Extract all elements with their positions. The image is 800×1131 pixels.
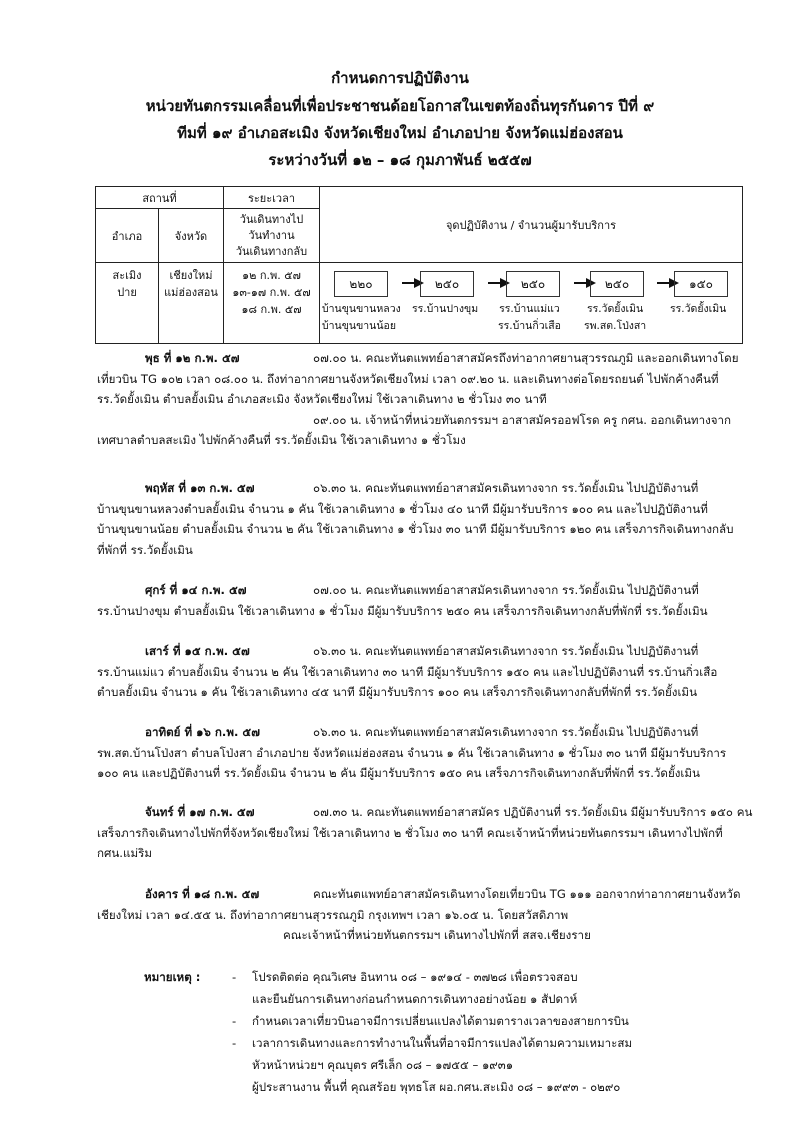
schedule-table [95,186,743,344]
day-heading: ศุกร์ ที่ ๑๔ ก.พ. ๕๗ [145,583,247,597]
points-cell [320,263,743,344]
day-section [97,580,747,621]
point-name: บ้านขุนขานน้อย [322,320,396,332]
day-text: ๐๖.๓๐ น. คณะทันตแพทย์อาสาสมัครเดินทางจาก รร.วัดยั้งเมิน ไปปฏิบัติงานที่ [313,725,699,739]
province: เชียงใหม่ [169,269,213,282]
header-place: สถานที่ [96,187,224,209]
day-section [97,722,747,784]
day-text: ๐๗.๐๐ น. คณะทันตแพทย์อาสาสมัครเดินทางจาก รร.วัดยั้งเมิน ไปปฏิบัติงานที่ [313,583,699,597]
day-text: รพ.สต.บ้านโป่งสา ตำบลโป่งสา อำเภอปาย จังหวัดแม่ฮ่องสอน จำนวน ๑ คัน ใช้เวลาเดินทาง ๑ ชั่วโมง ๓๐ นาที มีผู้มารับบริการ [97,745,727,760]
day-section [97,478,747,560]
note-bullet: - [232,1036,237,1050]
day-text: เสร็จภารกิจเดินทางไปพักที่จังหวัดเชียงใหม่ ใช้เวลาเดินทาง ๒ ชั่วโมง ๓๐ นาที คณะเจ้าหน้าที่หน่วยทันตกรรมฯ เดินทางไปพักที่ [97,825,723,840]
header-period: ระยะเวลา [224,187,320,209]
day-heading: อาทิตย์ ที่ ๑๖ ก.พ. ๕๗ [145,725,260,739]
day-text: เชียงใหม่ เวลา ๑๔.๕๕ น. ถึงท่าอากาศยานสุวรรณภูมิ กรุงเทพฯ เวลา ๑๖.๐๕ น. โดยสวัสดิภาพ [97,907,569,922]
day-text: กศน.แม่ริม [97,846,152,860]
point-name: รร.บ้านกิ่วเสือ [498,320,561,332]
point-name: รพ.สต.โป่งสา [584,320,647,332]
district: ปาย [117,286,137,299]
header-district: อำเภอ [96,209,159,263]
doc-period: ระหว่างวันที่ ๑๒ – ๑๘ กุมภาพันธ์ ๒๕๕๗ [268,151,532,169]
header-period-sub [224,209,320,263]
notes-label: หมายเหตุ : [144,970,201,984]
point-label [670,301,726,318]
note-item: เวลาการเดินทางและการทำงานในพื้นที่อาจมีการแปลงได้ตามความเหมาะสม [252,1036,633,1050]
day-heading: เสาร์ ที่ ๑๕ ก.พ. ๕๗ [145,644,250,658]
district: สะเมิง [112,269,142,282]
period-go: วันเดินทางไป [239,212,304,226]
doc-subtitle: หน่วยทันตกรรมเคลื่อนที่เพื่อประชาชนด้อยโอกาสในเขตท้องถิ่นทุรกันดาร ปีที่ ๙ [145,97,655,115]
district-cell [96,263,159,344]
day-text: บ้านขุนขานหลวงตำบลยั้งเมิน จำนวน ๑ คัน ใช้เวลาเดินทาง ๑ ชั่วโมง ๔๐ นาที มีผู้มารับบริการ ๑๐๐ คน และไปปฏิบัติงานที่ [97,501,708,516]
day-section [97,641,747,703]
day-text: คณะเจ้าหน้าที่หน่วยทันตกรรมฯ เดินทางไปพักที่ สสจ.เชียงราย [283,928,591,942]
header-points: จุดปฏิบัติงาน / จำนวนผู้มารับบริการ [320,187,743,263]
period-work: วันทำงาน [248,228,295,242]
day-text: ๐๖.๓๐ น. คณะทันตแพทย์อาสาสมัครเดินทางจาก รร.วัดยั้งเมิน ไปปฏิบัติงานที่ [313,481,699,495]
day-text: รร.วัดยั้งเมิน ตำบลยั้งเมิน อำเภอสะเมิง จังหวัดเชียงใหม่ ใช้เวลาเดินทาง ๒ ชั่วโมง ๓๐ นาที [97,392,547,406]
day-text: ๐๙.๐๐ น. เจ้าหน้าที่หน่วยทันตกรรมฯ อาสาสมัครออฟโรด ครู กศน. ออกเดินทางจาก [313,412,732,427]
point-label [412,301,478,318]
note-item: หัวหน้าหน่วยฯ คุณบุตร ศรีเล็ก ๐๘ – ๑๗๕๕ – ๑๙๓๑ [252,1058,514,1072]
point-label [498,301,561,335]
note-item: โปรดติดต่อ คุณวิเศษ อินทาน ๐๘ – ๑๙๑๔ - ๓๗๒๘ เพื่อตรวจสอบ [252,970,578,984]
date: ๑๘ ก.พ. ๕๗ [241,303,302,316]
point-count: ๒๕๐ [420,271,474,297]
point-name: รร.วัดยั้งเมิน [586,303,644,315]
day-heading: อังคาร ที่ ๑๘ ก.พ. ๕๗ [145,887,260,901]
note-bullet: - [232,970,237,984]
day-text: เที่ยวบิน TG ๑๐๒ เวลา ๐๘.๐๐ น. ถึงท่าอากาศยานจังหวัดเชียงใหม่ เวลา ๐๙.๒๐ น. และเดินทางต่อโดยรถยนต์ ไปพักค้างคืนที่ [97,371,719,386]
doc-team: ทีมที่ ๑๙ อำเภอสะเมิง จังหวัดเชียงใหม่ อำเภอปาย จังหวัดแม่ฮ่องสอน [177,124,623,142]
day-text: ที่พักที่ รร.วัดยั้งเมิน [97,542,193,557]
date: ๑๒ ก.พ. ๕๗ [242,269,301,282]
day-text: ๑๐๐ คน และปฏิบัติงานที่ รร.วัดยั้งเมิน จำนวน ๒ คัน มีผู้มารับบริการ ๑๕๐ คน เสร็จภารกิจเดินทางกลับที่พักที่ รร.วัดยั้งเมิน [97,766,700,780]
province: แม่ฮ่องสอน [164,286,218,299]
note-item: และยืนยันการเดินทางก่อนกำหนดการเดินทางอย่างน้อย ๑ สัปดาห์ [252,992,578,1006]
day-text: ตำบลยั้งเมิน จำนวน ๑ คัน ใช้เวลาเดินทาง ๔๕ นาที มีผู้มารับบริการ ๑๐๐ คน เสร็จภารกิจเดินทางกลับที่พักที่ รร.วัดยั้งเมิน [97,685,697,699]
day-text: ๐๗.๓๐ น. คณะทันตแพทย์อาสาสมัคร ปฏิบัติงานที่ รร.วัดยั้งเมิน มีผู้มารับบริการ ๑๕๐ คน [313,805,753,819]
day-section [97,348,747,451]
dates-cell [224,263,320,344]
day-text: คณะทันตแพทย์อาสาสมัครเดินทางโดยเที่ยวบิน TG ๑๑๑ ออกจากท่าอากาศยานจังหวัด [313,887,741,901]
day-text: บ้านขุนขานน้อย ตำบลยั้งเมิน จำนวน ๒ คัน ใช้เวลาเดินทาง ๑ ชั่วโมง ๓๐ นาที มีผู้มารับบริการ ๑๒๐ คน เสร็จภารกิจเดินทางกลับ [97,522,734,536]
point-name: รร.บ้านแม่แว [499,303,560,315]
day-section [97,802,753,864]
day-heading: จันทร์ ที่ ๑๗ ก.พ. ๕๗ [145,805,255,819]
point-name: รร.วัดยั้งเมิน [670,303,727,315]
note-bullet: - [232,1014,237,1028]
day-text: รร.บ้านปางขุม ตำบลยั้งเมิน ใช้เวลาเดินทาง ๑ ชั่วโมง มีผู้มารับบริการ ๒๕๐ คน เสร็จภารกิจเดินทางกลับที่พักที่ รร.วัดยั้งเมิน [97,603,708,618]
point-label [322,301,401,335]
period-return: วันเดินทางกลับ [235,244,308,258]
point-name: รร.บ้านปางขุม [412,303,479,315]
points-flow [320,263,742,343]
day-section [97,884,747,946]
note-item: ผู้ประสานงาน พื้นที่ คุณสร้อย พุทธโส ผอ.กศน.สะเมิง ๐๘ – ๑๙๙๓ - ๐๒๙๐ [252,1080,621,1094]
day-heading: พฤหัส ที่ ๑๓ ก.พ. ๕๗ [145,481,255,495]
province-cell [159,263,224,344]
day-heading: พุธ ที่ ๑๒ ก.พ. ๕๗ [145,351,240,365]
note-item: กำหนดเวลาเที่ยวบินอาจมีการเปลี่ยนแปลงได้ตามตารางเวลาของสายการบิน [252,1014,629,1028]
point-count: ๑๕๐ [674,271,728,297]
day-text: ๐๗.๐๐ น. คณะทันตแพทย์อาสาสมัครถึงท่าอากาศยานสุวรรณภูมิ และออกเดินทางโดย [313,351,739,365]
date: ๑๓-๑๗ ก.พ. ๕๗ [232,286,311,299]
day-text: ๐๖.๓๐ น. คณะทันตแพทย์อาสาสมัครเดินทางจาก รร.วัดยั้งเมิน ไปปฏิบัติงานที่ [313,644,699,658]
point-label [584,301,646,335]
day-text: เทศบาลตำบลสะเมิง ไปพักค้างคืนที่ รร.วัดยั้งเมิน ใช้เวลาเดินทาง ๑ ชั่วโมง [97,433,466,447]
point-count: ๒๒๐ [334,271,388,297]
doc-title: กำหนดการปฏิบัติงาน [331,69,469,87]
day-text: รร.บ้านแม่แว ตำบลยั้งเมิน จำนวน ๒ คัน ใช้เวลาเดินทาง ๓๐ นาที มีผู้มารับบริการ ๑๕๐ คน และไปปฏิบัติงานที่ รร.บ้านกิ่วเสือ [97,664,718,679]
point-count: ๒๕๐ [506,271,560,297]
point-name: บ้านขุนขานหลวง [322,303,401,315]
header-province: จังหวัด [159,209,224,263]
point-count: ๒๕๐ [590,271,644,297]
